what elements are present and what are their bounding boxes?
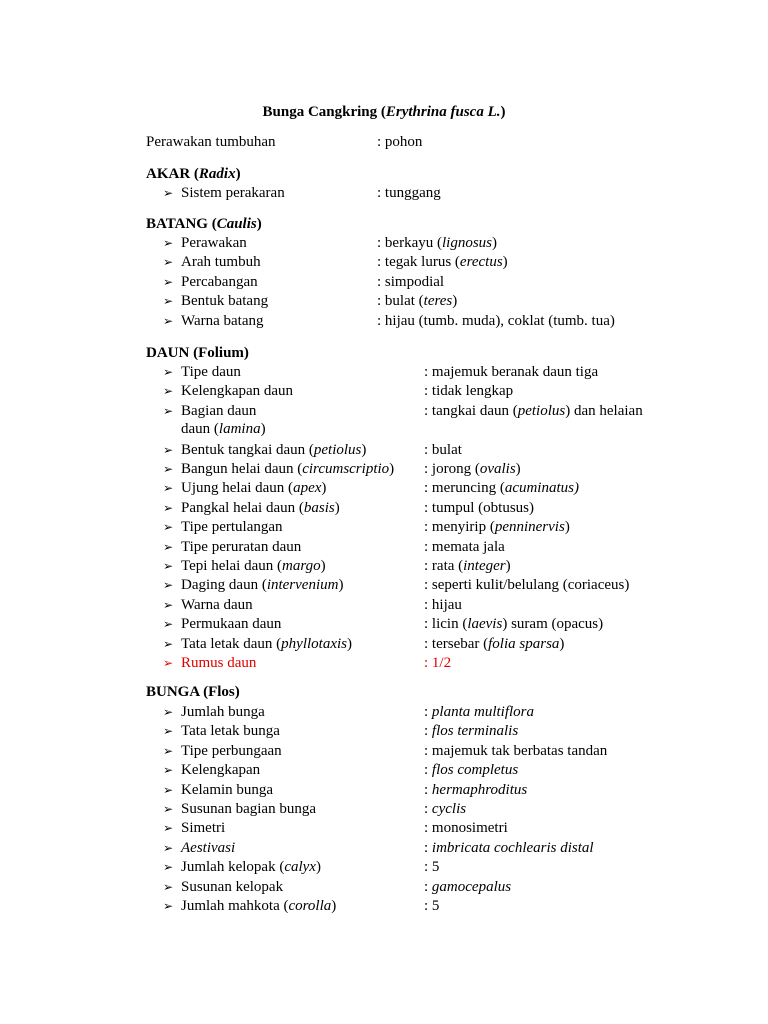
arrow-bullet-icon: ➢ bbox=[163, 899, 174, 913]
bunga-item-value: : monosimetri bbox=[424, 820, 508, 837]
arrow-bullet-icon: ➢ bbox=[163, 656, 174, 670]
daun-continuation: daun (lamina) bbox=[181, 421, 266, 437]
bunga-list-item: ➢ Susunan kelopak bbox=[163, 878, 284, 895]
batang-item-value: : hijau (tumb. muda), coklat (tumb. tua) bbox=[377, 312, 615, 329]
arrow-bullet-icon: ➢ bbox=[163, 705, 174, 719]
arrow-bullet-icon: ➢ bbox=[163, 365, 174, 379]
bunga-list-item: ➢ Kelamin bunga bbox=[163, 781, 274, 798]
arrow-bullet-icon: ➢ bbox=[163, 840, 174, 855]
arrow-bullet-icon: ➢ bbox=[163, 462, 174, 476]
batang-item-value: : simpodial bbox=[377, 273, 445, 290]
arrow-bullet-icon: ➢ bbox=[163, 255, 174, 270]
bunga-list-item: ➢ Susunan bagian bunga bbox=[163, 801, 316, 817]
section-heading-daun: DAUN (Folium) bbox=[146, 345, 249, 361]
batang-list-item: ➢ Percabangan bbox=[163, 273, 258, 290]
daun-item-value: : menyirip (penninervis) bbox=[424, 519, 570, 536]
daun-list-item: ➢ Pangkal helai daun (basis) bbox=[163, 499, 340, 516]
section-heading-akar: AKAR (Radix) bbox=[146, 166, 241, 182]
bunga-item-value: : 5 bbox=[424, 898, 440, 914]
daun-item-value: : tangkai daun (petiolus) dan helaian bbox=[424, 402, 643, 419]
arrow-bullet-icon: ➢ bbox=[163, 294, 174, 309]
arrow-bullet-icon: ➢ bbox=[163, 384, 174, 399]
daun-list-item: ➢ Rumus daun bbox=[163, 655, 257, 671]
arrow-bullet-icon: ➢ bbox=[163, 763, 174, 778]
arrow-bullet-icon: ➢ bbox=[163, 186, 174, 200]
akar-list-item: ➢ Sistem perakaran bbox=[163, 185, 285, 201]
akar-item-value: : tunggang bbox=[377, 185, 441, 201]
arrow-bullet-icon: ➢ bbox=[163, 539, 174, 554]
bunga-list-item: ➢ Tipe perbungaan bbox=[163, 742, 282, 759]
arrow-bullet-icon: ➢ bbox=[163, 403, 174, 418]
section-heading-batang: BATANG (Caulis) bbox=[146, 216, 262, 232]
batang-list-item: ➢ Bentuk batang bbox=[163, 293, 269, 310]
arrow-bullet-icon: ➢ bbox=[163, 860, 174, 875]
daun-list-item: ➢ Tata letak daun (phyllotaxis) bbox=[163, 635, 352, 652]
daun-list-item: ➢ Kelengkapan daun bbox=[163, 383, 294, 400]
bunga-item-value: : 5 bbox=[424, 859, 440, 876]
bunga-item-value: : planta multiflora bbox=[424, 704, 535, 720]
daun-list-item: ➢ Tipe peruratan daun bbox=[163, 538, 302, 555]
arrow-bullet-icon: ➢ bbox=[163, 442, 174, 457]
arrow-bullet-icon: ➢ bbox=[163, 520, 174, 535]
bunga-list-item: ➢ Jumlah kelopak (calyx) bbox=[163, 859, 321, 876]
bunga-list-item: ➢ Kelengkapan bbox=[163, 762, 261, 779]
bunga-list-item: ➢ Jumlah mahkota (corolla) bbox=[163, 898, 337, 914]
bunga-list-item: ➢ Simetri bbox=[163, 820, 226, 837]
bunga-item-value: : flos completus bbox=[424, 762, 519, 779]
bunga-item-value: : flos terminalis bbox=[424, 723, 519, 740]
arrow-bullet-icon: ➢ bbox=[163, 724, 174, 739]
daun-item-value: : licin (laevis) suram (opacus) bbox=[424, 616, 604, 633]
daun-item-value: : jorong (ovalis) bbox=[424, 461, 521, 477]
section-heading-bunga: BUNGA (Flos) bbox=[146, 684, 240, 700]
arrow-bullet-icon: ➢ bbox=[163, 500, 174, 515]
batang-list-item: ➢ Arah tumbuh bbox=[163, 254, 261, 271]
bunga-item-value: : hermaphroditus bbox=[424, 781, 528, 798]
arrow-bullet-icon: ➢ bbox=[163, 879, 174, 894]
arrow-bullet-icon: ➢ bbox=[163, 559, 174, 573]
daun-list-item: ➢ Tipe daun bbox=[163, 364, 241, 380]
daun-list-item: ➢ Bagian daun bbox=[163, 402, 257, 419]
daun-list-item: ➢ Daging daun (intervenium) bbox=[163, 577, 344, 594]
arrow-bullet-icon: ➢ bbox=[163, 782, 174, 797]
arrow-bullet-icon: ➢ bbox=[163, 578, 174, 593]
daun-list-item: ➢ Permukaan daun bbox=[163, 616, 282, 633]
bunga-item-value: : majemuk tak berbatas tandan bbox=[424, 742, 608, 759]
daun-item-value: : majemuk beranak daun tiga bbox=[424, 364, 599, 380]
daun-item-value: : bulat bbox=[424, 441, 462, 458]
daun-item-value: : tidak lengkap bbox=[424, 383, 514, 400]
daun-list-item: ➢ Ujung helai daun (apex) bbox=[163, 480, 327, 497]
arrow-bullet-icon: ➢ bbox=[163, 636, 174, 651]
arrow-bullet-icon: ➢ bbox=[163, 236, 174, 250]
daun-item-value: : hijau bbox=[424, 596, 462, 613]
bunga-item-value: : gamocepalus bbox=[424, 878, 512, 895]
perawakan-label: Perawakan tumbuhan bbox=[146, 134, 276, 150]
arrow-bullet-icon: ➢ bbox=[163, 274, 174, 289]
daun-list-item: ➢ Bangun helai daun (circumscriptio) bbox=[163, 461, 395, 477]
batang-list-item: ➢ Warna batang bbox=[163, 312, 264, 329]
daun-item-value: : tersebar (folia sparsa) bbox=[424, 635, 565, 652]
daun-list-item: ➢ Tipe pertulangan bbox=[163, 519, 283, 536]
daun-list-item: ➢ Bentuk tangkai daun (petiolus) bbox=[163, 441, 367, 458]
arrow-bullet-icon: ➢ bbox=[163, 313, 174, 328]
bunga-list-item: ➢ Aestivasi bbox=[163, 839, 236, 856]
arrow-bullet-icon: ➢ bbox=[163, 802, 174, 816]
arrow-bullet-icon: ➢ bbox=[163, 597, 174, 612]
arrow-bullet-icon: ➢ bbox=[163, 481, 174, 496]
arrow-bullet-icon: ➢ bbox=[163, 821, 174, 836]
daun-item-value: : 1/2 bbox=[424, 655, 452, 671]
page-title: Bunga Cangkring (Erythrina fusca L.) bbox=[262, 104, 506, 120]
batang-item-value: : tegak lurus (erectus) bbox=[377, 254, 508, 271]
arrow-bullet-icon: ➢ bbox=[163, 617, 174, 632]
daun-item-value: : tumpul (obtusus) bbox=[424, 499, 535, 516]
batang-list-item: ➢ Perawakan bbox=[163, 235, 247, 251]
arrow-bullet-icon: ➢ bbox=[163, 743, 174, 758]
bunga-item-value: : imbricata cochlearis distal bbox=[424, 839, 594, 856]
daun-item-value: : seperti kulit/belulang (coriaceus) bbox=[424, 577, 630, 594]
batang-item-value: : bulat (teres) bbox=[377, 293, 458, 310]
daun-list-item: ➢ Tepi helai daun (margo) bbox=[163, 558, 326, 574]
daun-item-value: : meruncing (acuminatus) bbox=[424, 480, 579, 497]
bunga-list-item: ➢ Jumlah bunga bbox=[163, 704, 265, 720]
bunga-item-value: : cyclis bbox=[424, 801, 467, 817]
daun-item-value: : rata (integer) bbox=[424, 558, 511, 574]
perawakan-value: : pohon bbox=[377, 134, 423, 150]
batang-item-value: : berkayu (lignosus) bbox=[377, 235, 497, 251]
bunga-list-item: ➢ Tata letak bunga bbox=[163, 723, 280, 740]
daun-item-value: : memata jala bbox=[424, 538, 505, 555]
daun-list-item: ➢ Warna daun bbox=[163, 596, 253, 613]
